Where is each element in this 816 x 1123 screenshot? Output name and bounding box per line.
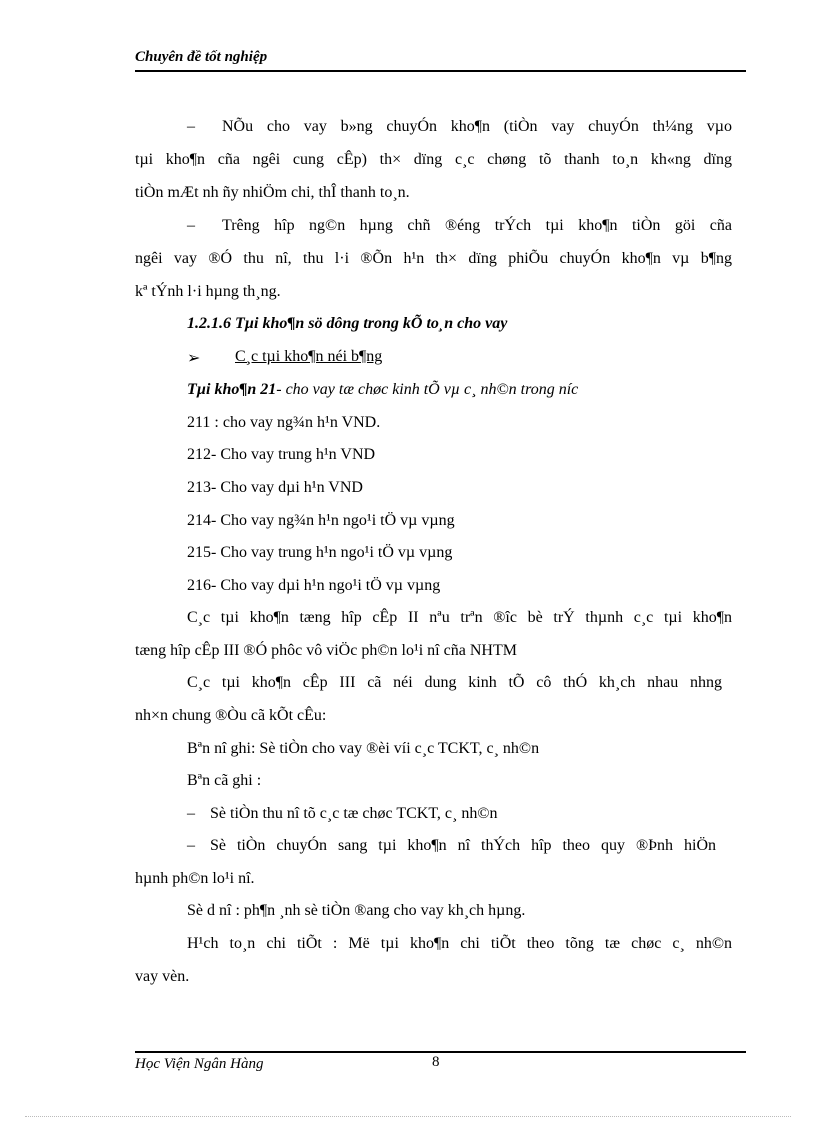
paragraph-2-line-1: Trêng hîp ng©n hµng chñ ®éng trÝch tµi kho¶n tiÒn göi cña bbox=[222, 217, 732, 234]
credit-item-1-dash: – bbox=[187, 805, 195, 822]
footer-rule bbox=[135, 1051, 746, 1053]
detail-line-1: H¹ch to¸n chi tiÕt : Më tµi kho¶n chi tiÕt theo tõng tæ chøc c¸ nh©n bbox=[187, 935, 732, 952]
debit-side: Bªn nî ghi: Sè tiÒn cho vay ®èi víi c¸c TCKT, c¸ nh©n bbox=[187, 740, 540, 757]
account-214: 214- Cho vay ng¾n h¹n ngo¹i tÖ vµ vµng bbox=[187, 512, 455, 529]
paragraph-4-line-2: nh×n chung ®Òu cã kÕt cÊu: bbox=[135, 707, 327, 724]
paragraph-3-line-2: tæng hîp cÊp III ®Ó phôc vô viÖc ph©n lo¹i nî cña NHTM bbox=[135, 642, 517, 659]
account-215: 215- Cho vay trung h¹n ngo¹i tÖ vµ vµng bbox=[187, 544, 453, 561]
paragraph-2-line-3: kª tÝnh l·i hµng th¸ng. bbox=[135, 283, 281, 300]
arrow-bullet-icon: ➢ bbox=[187, 350, 201, 367]
paragraph-3-line-1: C¸c tµi kho¶n tæng hîp cÊp II nªu trªn ®îc bè trÝ thµnh c¸c tµi kho¶n bbox=[187, 609, 732, 626]
paragraph-1-dash: – bbox=[187, 118, 195, 135]
credit-item-2-line-2: hµnh ph©n lo¹i nî. bbox=[135, 870, 255, 887]
credit-item-2-dash: – bbox=[187, 837, 195, 854]
credit-item-2-line-1: Sè tiÒn chuyÓn sang tµi kho¶n nî thÝch hîp theo quy ®Þnh hiÖn bbox=[210, 837, 716, 854]
footer-institution: Học Viện Ngân Hàng bbox=[135, 1056, 264, 1072]
credit-item-1: Sè tiÒn thu nî tõ c¸c tæ chøc TCKT, c¸ nh©n bbox=[210, 805, 498, 822]
account-216: 216- Cho vay dµi h¹n ngo¹i tÖ vµ vµng bbox=[187, 577, 441, 594]
header-title: Chuyên đề tốt nghiệp bbox=[135, 49, 268, 65]
account-21-description: - cho vay tæ chøc kinh tÕ vµ c¸ nh©n trong níc bbox=[276, 381, 579, 398]
header-rule bbox=[135, 70, 746, 72]
paragraph-2-dash: – bbox=[187, 217, 195, 234]
paragraph-1-line-1: NÕu cho vay b»ng chuyÓn kho¶n (tiÒn vay chuyÓn th¼ng vµo bbox=[222, 118, 732, 135]
page-bottom-divider bbox=[25, 1116, 791, 1117]
detail-line-2: vay vèn. bbox=[135, 968, 190, 985]
section-heading: 1.2.1.6 Tµi kho¶n sö dông trong kÕ to¸n cho vay bbox=[187, 315, 508, 332]
credit-side: Bªn cã ghi : bbox=[187, 772, 262, 789]
page-number: 8 bbox=[432, 1054, 440, 1070]
paragraph-1-line-3: tiÒn mÆt nh ñy nhiÖm chi, thÎ thanh to¸n. bbox=[135, 184, 410, 201]
account-213: 213- Cho vay dµi h¹n VND bbox=[187, 479, 363, 496]
account-211: 211 : cho vay ng¾n h¹n VND. bbox=[187, 414, 381, 431]
balance-line: Sè d nî : ph¶n ¸nh sè tiÒn ®ang cho vay kh¸ch hµng. bbox=[187, 902, 526, 919]
arrow-bullet-text: C¸c tµi kho¶n néi b¶ng bbox=[235, 348, 383, 365]
account-21-title: Tµi kho¶n 21 bbox=[187, 381, 277, 398]
account-21-line bbox=[187, 381, 578, 399]
account-212: 212- Cho vay trung h¹n VND bbox=[187, 446, 376, 463]
paragraph-2-line-2: ngêi vay ®Ó thu nî, thu l·i ®Õn h¹n th× dïng phiÕu chuyÓn kho¶n vµ b¶ng bbox=[135, 250, 732, 267]
paragraph-4-line-1: C¸c tµi kho¶n cÊp III cã néi dung kinh tÕ cô thÓ kh¸ch nhau nhng bbox=[187, 674, 722, 691]
paragraph-1-line-2: tµi kho¶n cña ngêi cung cÊp) th× dïng c¸c chøng tõ thanh to¸n kh«ng dïng bbox=[135, 151, 732, 168]
